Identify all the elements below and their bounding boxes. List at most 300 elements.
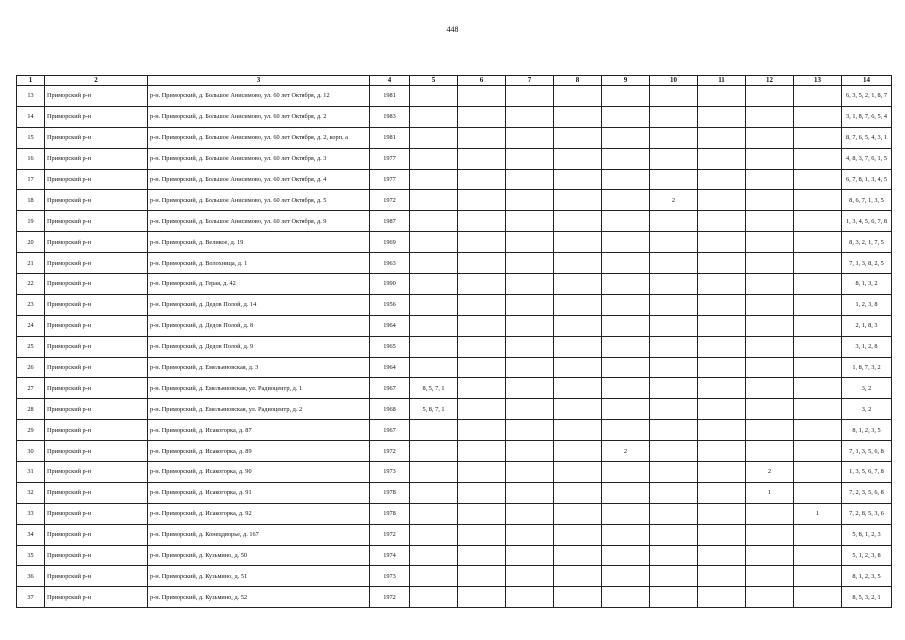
col12-cell [746, 274, 794, 295]
col8-cell [554, 211, 602, 232]
col12-cell [746, 524, 794, 545]
col10-cell [650, 357, 698, 378]
district-cell: Приморский р-н [45, 148, 148, 169]
col13-cell [794, 587, 842, 608]
col12-cell [746, 336, 794, 357]
district-cell: Приморский р-н [45, 315, 148, 336]
row-number-cell: 30 [17, 441, 45, 462]
col5-cell [410, 190, 458, 211]
district-cell: Приморский р-н [45, 274, 148, 295]
col14-cell: 8, 1, 2, 3, 5 [842, 420, 892, 441]
col8-cell [554, 86, 602, 107]
district-cell: Приморский р-н [45, 86, 148, 107]
col10-cell [650, 378, 698, 399]
col10-cell [650, 148, 698, 169]
col7-cell [506, 462, 554, 483]
col7-cell [506, 420, 554, 441]
col11-cell [698, 357, 746, 378]
col5-cell [410, 253, 458, 274]
col10-cell: 2 [650, 190, 698, 211]
table-row [17, 315, 892, 336]
table-row [17, 399, 892, 420]
col7-cell [506, 274, 554, 295]
row-number-cell: 23 [17, 294, 45, 315]
address-cell: р-н. Приморский, д. Емельяновская, ул. Радиоцентр, д. 2 [148, 399, 370, 420]
col5-cell [410, 169, 458, 190]
address-cell: р-н. Приморский, д. Большое Анисимово, ул. 60 лет Октября, д. 9 [148, 211, 370, 232]
col5-cell [410, 545, 458, 566]
year-cell: 1987 [370, 211, 410, 232]
table-row [17, 482, 892, 503]
col8-cell [554, 378, 602, 399]
row-number-cell: 36 [17, 566, 45, 587]
col6-cell [458, 274, 506, 295]
col8-cell [554, 524, 602, 545]
col12-cell [746, 169, 794, 190]
col7-cell [506, 211, 554, 232]
row-number-cell: 29 [17, 420, 45, 441]
year-cell: 1973 [370, 462, 410, 483]
col14-cell: 7, 1, 3, 8, 2, 5 [842, 253, 892, 274]
col11-cell [698, 462, 746, 483]
year-cell: 1983 [370, 106, 410, 127]
column-header-5: 5 [410, 76, 458, 86]
col13-cell [794, 482, 842, 503]
column-header-1: 1 [17, 76, 45, 86]
col11-cell [698, 336, 746, 357]
address-cell: р-н. Приморский, д. Дедов Полой, д. 8 [148, 315, 370, 336]
col14-cell: 6, 7, 8, 1, 3, 4, 5 [842, 169, 892, 190]
col9-cell [602, 315, 650, 336]
table-row [17, 211, 892, 232]
table-row [17, 86, 892, 107]
row-number-cell: 25 [17, 336, 45, 357]
col11-cell [698, 127, 746, 148]
year-cell: 1978 [370, 482, 410, 503]
col7-cell [506, 566, 554, 587]
row-number-cell: 26 [17, 357, 45, 378]
col14-cell: 7, 1, 3, 5, 6, 8 [842, 441, 892, 462]
col8-cell [554, 587, 602, 608]
year-cell: 1973 [370, 566, 410, 587]
col5-cell [410, 357, 458, 378]
col13-cell [794, 315, 842, 336]
row-number-cell: 21 [17, 253, 45, 274]
address-cell: р-н. Приморский, д. Большое Анисимово, ул. 60 лет Октября, д. 2 [148, 106, 370, 127]
col9-cell [602, 253, 650, 274]
col9-cell [602, 274, 650, 295]
col6-cell [458, 399, 506, 420]
address-cell: р-н. Приморский, д. Большое Анисимово, ул. 60 лет Октября, д. 3 [148, 148, 370, 169]
table-row [17, 127, 892, 148]
col11-cell [698, 482, 746, 503]
col10-cell [650, 545, 698, 566]
address-cell: р-н. Приморский, д. Волохница, д. 1 [148, 253, 370, 274]
district-cell: Приморский р-н [45, 503, 148, 524]
col10-cell [650, 524, 698, 545]
col12-cell [746, 399, 794, 420]
col10-cell [650, 503, 698, 524]
col8-cell [554, 441, 602, 462]
col9-cell [602, 420, 650, 441]
col12-cell [746, 148, 794, 169]
address-cell: р-н. Приморский, д. Большое Анисимово, ул. 60 лет Октября, д. 2, корп. а [148, 127, 370, 148]
col10-cell [650, 566, 698, 587]
col14-cell: 4, 8, 3, 7, 6, 1, 5 [842, 148, 892, 169]
district-cell: Приморский р-н [45, 294, 148, 315]
col5-cell [410, 566, 458, 587]
col5-cell [410, 462, 458, 483]
col5-cell [410, 232, 458, 253]
col8-cell [554, 482, 602, 503]
address-cell: р-н. Приморский, д. Большое Анисимово, ул. 60 лет Октября, д. 12 [148, 86, 370, 107]
col7-cell [506, 106, 554, 127]
col14-cell: 8, 7, 6, 5, 4, 3, 1 [842, 127, 892, 148]
col14-cell: 3, 2 [842, 399, 892, 420]
col8-cell [554, 127, 602, 148]
col13-cell [794, 294, 842, 315]
col5-cell [410, 336, 458, 357]
col13-cell [794, 336, 842, 357]
page-number: 448 [446, 25, 459, 34]
col9-cell [602, 232, 650, 253]
col13-cell: 1 [794, 503, 842, 524]
year-cell: 1990 [370, 274, 410, 295]
col11-cell [698, 399, 746, 420]
row-number-cell: 22 [17, 274, 45, 295]
table-row [17, 545, 892, 566]
col14-cell: 8, 1, 3, 2 [842, 274, 892, 295]
col13-cell [794, 232, 842, 253]
col12-cell: 1 [746, 482, 794, 503]
row-number-cell: 34 [17, 524, 45, 545]
col13-cell [794, 211, 842, 232]
col11-cell [698, 566, 746, 587]
col10-cell [650, 441, 698, 462]
year-cell: 1967 [370, 378, 410, 399]
col7-cell [506, 399, 554, 420]
col11-cell [698, 545, 746, 566]
col12-cell [746, 190, 794, 211]
col6-cell [458, 86, 506, 107]
col9-cell [602, 503, 650, 524]
col14-cell: 1, 2, 3, 8 [842, 294, 892, 315]
col6-cell [458, 545, 506, 566]
col5-cell [410, 482, 458, 503]
col13-cell [794, 127, 842, 148]
col6-cell [458, 566, 506, 587]
district-cell: Приморский р-н [45, 253, 148, 274]
col9-cell [602, 482, 650, 503]
column-header-13: 13 [794, 76, 842, 86]
col9-cell [602, 169, 650, 190]
col6-cell [458, 378, 506, 399]
col12-cell [746, 378, 794, 399]
col11-cell [698, 441, 746, 462]
col10-cell [650, 315, 698, 336]
col8-cell [554, 190, 602, 211]
column-header-12: 12 [746, 76, 794, 86]
column-header-6: 6 [458, 76, 506, 86]
col5-cell [410, 127, 458, 148]
address-cell: р-н. Приморский, д. Исакогорка, д. 92 [148, 503, 370, 524]
col9-cell [602, 86, 650, 107]
table-row [17, 253, 892, 274]
col14-cell: 8, 1, 2, 3, 5 [842, 566, 892, 587]
col11-cell [698, 294, 746, 315]
col8-cell [554, 420, 602, 441]
col14-cell: 1, 3, 4, 5, 6, 7, 8 [842, 211, 892, 232]
col10-cell [650, 336, 698, 357]
col6-cell [458, 190, 506, 211]
col12-cell: 2 [746, 462, 794, 483]
col9-cell [602, 545, 650, 566]
col11-cell [698, 148, 746, 169]
col13-cell [794, 399, 842, 420]
column-header-10: 10 [650, 76, 698, 86]
district-cell: Приморский р-н [45, 190, 148, 211]
col8-cell [554, 503, 602, 524]
col5-cell: 5, 8, 7, 1 [410, 399, 458, 420]
year-cell: 1981 [370, 86, 410, 107]
col10-cell [650, 232, 698, 253]
col11-cell [698, 274, 746, 295]
col9-cell [602, 211, 650, 232]
col13-cell [794, 545, 842, 566]
table-row [17, 357, 892, 378]
col11-cell [698, 524, 746, 545]
col7-cell [506, 253, 554, 274]
col6-cell [458, 420, 506, 441]
col12-cell [746, 127, 794, 148]
col9-cell [602, 357, 650, 378]
col11-cell [698, 106, 746, 127]
col8-cell [554, 336, 602, 357]
address-cell: р-н. Приморский, д. Великое, д. 19 [148, 232, 370, 253]
col5-cell [410, 86, 458, 107]
col12-cell [746, 232, 794, 253]
district-cell: Приморский р-н [45, 587, 148, 608]
district-cell: Приморский р-н [45, 482, 148, 503]
col10-cell [650, 127, 698, 148]
col5-cell [410, 420, 458, 441]
address-cell: р-н. Приморский, д. Герая, д. 42 [148, 274, 370, 295]
address-cell: р-н. Приморский, д. Исакогорка, д. 91 [148, 482, 370, 503]
col13-cell [794, 462, 842, 483]
row-number-cell: 32 [17, 482, 45, 503]
table-row [17, 524, 892, 545]
col7-cell [506, 545, 554, 566]
address-cell: р-н. Приморский, д. Исакогорка, д. 87 [148, 420, 370, 441]
col14-cell: 8, 6, 7, 1, 3, 5 [842, 190, 892, 211]
district-cell: Приморский р-н [45, 524, 148, 545]
year-cell: 1956 [370, 294, 410, 315]
year-cell: 1981 [370, 127, 410, 148]
col6-cell [458, 462, 506, 483]
col14-cell: 1, 3, 5, 6, 7, 8 [842, 462, 892, 483]
column-header-4: 4 [370, 76, 410, 86]
col14-cell: 3, 2 [842, 378, 892, 399]
table-row [17, 294, 892, 315]
year-cell: 1969 [370, 232, 410, 253]
col13-cell [794, 441, 842, 462]
col11-cell [698, 211, 746, 232]
col7-cell [506, 232, 554, 253]
table-row [17, 106, 892, 127]
table-row [17, 420, 892, 441]
col7-cell [506, 357, 554, 378]
col13-cell [794, 190, 842, 211]
col8-cell [554, 294, 602, 315]
col8-cell [554, 357, 602, 378]
col10-cell [650, 587, 698, 608]
col14-cell: 2, 1, 8, 3 [842, 315, 892, 336]
col9-cell [602, 566, 650, 587]
col12-cell [746, 357, 794, 378]
address-cell: р-н. Приморский, д. Кузьмино, д. 50 [148, 545, 370, 566]
column-header-8: 8 [554, 76, 602, 86]
row-number-cell: 24 [17, 315, 45, 336]
district-cell: Приморский р-н [45, 462, 148, 483]
col7-cell [506, 378, 554, 399]
col7-cell [506, 482, 554, 503]
address-cell: р-н. Приморский, д. Кузьмино, д. 52 [148, 587, 370, 608]
col10-cell [650, 399, 698, 420]
row-number-cell: 28 [17, 399, 45, 420]
table-row [17, 232, 892, 253]
year-cell: 1968 [370, 399, 410, 420]
col10-cell [650, 253, 698, 274]
col6-cell [458, 336, 506, 357]
district-cell: Приморский р-н [45, 169, 148, 190]
col14-cell: 7, 2, 8, 5, 3, 6 [842, 503, 892, 524]
col6-cell [458, 253, 506, 274]
district-cell: Приморский р-н [45, 232, 148, 253]
col7-cell [506, 587, 554, 608]
col7-cell [506, 169, 554, 190]
column-header-14: 14 [842, 76, 892, 86]
col7-cell [506, 336, 554, 357]
col5-cell [410, 441, 458, 462]
col6-cell [458, 148, 506, 169]
col5-cell [410, 106, 458, 127]
col7-cell [506, 148, 554, 169]
year-cell: 1972 [370, 587, 410, 608]
table-row [17, 169, 892, 190]
row-number-cell: 19 [17, 211, 45, 232]
col6-cell [458, 315, 506, 336]
table-row [17, 441, 892, 462]
column-header-9: 9 [602, 76, 650, 86]
year-cell: 1964 [370, 315, 410, 336]
col8-cell [554, 169, 602, 190]
col13-cell [794, 86, 842, 107]
district-cell: Приморский р-н [45, 336, 148, 357]
col10-cell [650, 86, 698, 107]
address-cell: р-н. Приморский, д. Большое Анисимово, ул. 60 лет Октября, д. 5 [148, 190, 370, 211]
district-cell: Приморский р-н [45, 545, 148, 566]
col6-cell [458, 524, 506, 545]
col9-cell [602, 462, 650, 483]
district-cell: Приморский р-н [45, 441, 148, 462]
table-row [17, 378, 892, 399]
col12-cell [746, 294, 794, 315]
col7-cell [506, 294, 554, 315]
row-number-cell: 20 [17, 232, 45, 253]
col11-cell [698, 190, 746, 211]
col6-cell [458, 294, 506, 315]
col12-cell [746, 545, 794, 566]
col8-cell [554, 253, 602, 274]
column-header-3: 3 [148, 76, 370, 86]
col8-cell [554, 399, 602, 420]
year-cell: 1963 [370, 253, 410, 274]
col10-cell [650, 420, 698, 441]
address-cell: р-н. Приморский, д. Дедов Полой, д. 14 [148, 294, 370, 315]
col13-cell [794, 169, 842, 190]
district-cell: Приморский р-н [45, 378, 148, 399]
col14-cell: 7, 2, 3, 5, 6, 8 [842, 482, 892, 503]
col6-cell [458, 482, 506, 503]
col5-cell [410, 315, 458, 336]
col13-cell [794, 566, 842, 587]
col14-cell: 1, 8, 7, 3, 2 [842, 357, 892, 378]
col9-cell [602, 190, 650, 211]
col9-cell [602, 378, 650, 399]
col5-cell: 8, 5, 7, 1 [410, 378, 458, 399]
year-cell: 1972 [370, 190, 410, 211]
address-cell: р-н. Приморский, д. Конецдворье, д. 167 [148, 524, 370, 545]
col13-cell [794, 274, 842, 295]
col9-cell [602, 148, 650, 169]
address-cell: р-н. Приморский, д. Дедов Полой, д. 9 [148, 336, 370, 357]
col6-cell [458, 232, 506, 253]
row-number-cell: 27 [17, 378, 45, 399]
col7-cell [506, 441, 554, 462]
col7-cell [506, 315, 554, 336]
col10-cell [650, 106, 698, 127]
year-cell: 1967 [370, 420, 410, 441]
col14-cell: 3, 1, 2, 8 [842, 336, 892, 357]
col13-cell [794, 148, 842, 169]
col7-cell [506, 86, 554, 107]
col7-cell [506, 190, 554, 211]
year-cell: 1972 [370, 441, 410, 462]
year-cell: 1977 [370, 169, 410, 190]
col9-cell [602, 524, 650, 545]
housing-register-table [16, 75, 892, 608]
col8-cell [554, 232, 602, 253]
col11-cell [698, 420, 746, 441]
col7-cell [506, 127, 554, 148]
year-cell: 1978 [370, 503, 410, 524]
year-cell: 1977 [370, 148, 410, 169]
table-row [17, 190, 892, 211]
district-cell: Приморский р-н [45, 566, 148, 587]
col6-cell [458, 587, 506, 608]
col8-cell [554, 462, 602, 483]
table-body [17, 86, 892, 608]
table-row [17, 274, 892, 295]
col9-cell [602, 127, 650, 148]
table-row [17, 503, 892, 524]
col12-cell [746, 253, 794, 274]
col12-cell [746, 106, 794, 127]
district-cell: Приморский р-н [45, 420, 148, 441]
row-number-cell: 17 [17, 169, 45, 190]
table-row [17, 462, 892, 483]
col14-cell: 5, 1, 2, 3, 8 [842, 545, 892, 566]
